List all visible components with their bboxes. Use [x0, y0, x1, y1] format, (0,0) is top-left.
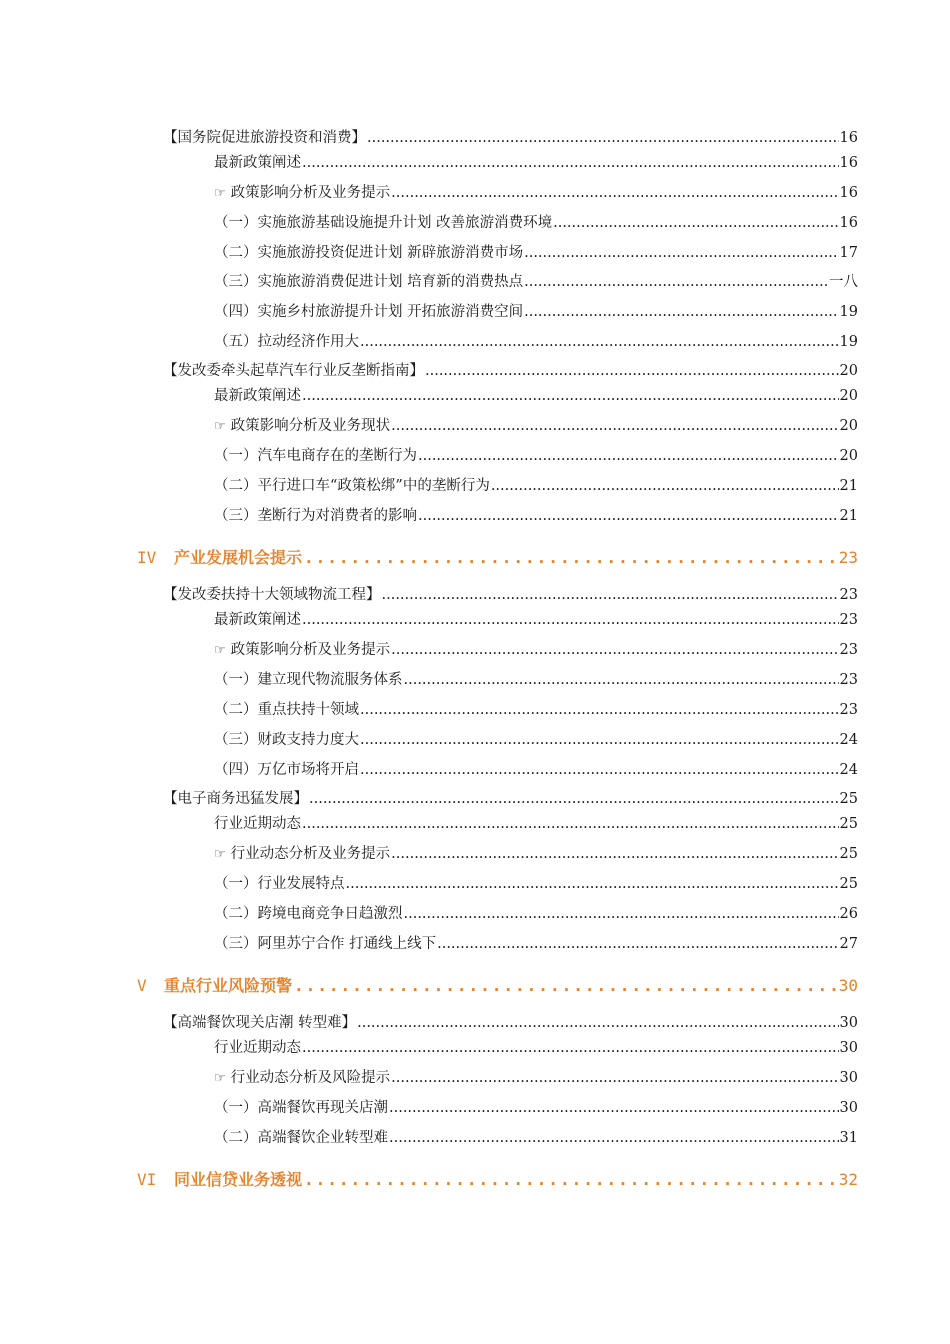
toc-page-number: 25 — [839, 876, 858, 892]
pointing-hand-icon: ☞ — [214, 1071, 226, 1086]
toc-label: 最新政策阐述 — [214, 388, 301, 404]
dot-leader — [304, 546, 837, 570]
toc-label: （二）重点扶持十领域 — [214, 702, 359, 718]
toc-page-number: 23 — [839, 702, 858, 718]
toc-entry-ecommerce[interactable] — [163, 789, 858, 809]
toc-entry-subitem[interactable] — [214, 272, 858, 292]
dot-leader — [391, 183, 838, 203]
toc-entry-subitem[interactable] — [214, 446, 858, 466]
toc-entry-subitem[interactable] — [214, 1098, 858, 1118]
toc-label: （一）建立现代物流服务体系 — [214, 672, 403, 688]
section-heading-vi[interactable] — [137, 1168, 858, 1192]
dot-leader — [524, 272, 828, 292]
toc-entry-auto-antitrust[interactable] — [163, 361, 858, 381]
dot-leader — [391, 1068, 838, 1088]
toc-page-number: 一八 — [829, 274, 858, 290]
dot-leader — [302, 610, 839, 630]
dot-leader — [418, 446, 839, 466]
section-heading-v[interactable] — [137, 974, 858, 998]
toc-entry-subitem[interactable] — [214, 213, 858, 233]
toc-label: 【电子商务迅猛发展】 — [163, 791, 308, 807]
dot-leader — [382, 585, 839, 605]
toc-entry-analysis[interactable] — [214, 1068, 858, 1089]
toc-entry-subitem[interactable] — [214, 243, 858, 263]
toc-page-number: 16 — [839, 185, 858, 201]
toc-label: 行业动态分析及风险提示 — [230, 1070, 391, 1086]
toc-label: （二）实施旅游投资促进计划 新辟旅游消费市场 — [214, 245, 524, 261]
toc-entry-subitem[interactable] — [214, 332, 858, 352]
toc-label: 政策影响分析及业务现状 — [230, 418, 391, 434]
toc-page-number: 16 — [839, 130, 858, 146]
toc-label: 【发改委牵头起草汽车行业反垄断指南】 — [163, 363, 424, 379]
dot-leader — [360, 760, 839, 780]
toc-page-number: 30 — [839, 1040, 858, 1056]
toc-page-number: 24 — [839, 762, 858, 778]
toc-page-number: 25 — [839, 846, 858, 862]
toc-label: 政策影响分析及业务提示 — [230, 185, 391, 201]
dot-leader — [357, 1013, 838, 1033]
toc-label: （二）平行进口车“政策松绑”中的垄断行为 — [214, 478, 490, 494]
section-page-number: 32 — [838, 1170, 858, 1189]
toc-page-number: 25 — [839, 791, 858, 807]
dot-leader — [360, 332, 839, 352]
toc-page-number: 20 — [839, 363, 858, 379]
toc-entry-trend[interactable] — [214, 1038, 858, 1058]
toc-page-number: 19 — [839, 334, 858, 350]
dot-leader — [418, 506, 839, 526]
section-number: IV — [137, 548, 157, 567]
toc-label: 政策影响分析及业务提示 — [230, 642, 391, 658]
toc-entry-subitem[interactable] — [214, 1128, 858, 1148]
dot-leader — [346, 874, 839, 894]
toc-label: （四）万亿市场将开启 — [214, 762, 359, 778]
toc-page-number: 30 — [839, 1100, 858, 1116]
toc-entry-subitem[interactable] — [214, 700, 858, 720]
toc-page-number: 23 — [839, 587, 858, 603]
toc-label: 【高端餐饮现关店潮 转型难】 — [163, 1015, 357, 1031]
toc-page-number: 20 — [839, 418, 858, 434]
dot-leader — [302, 1038, 839, 1058]
section-page-number: 30 — [838, 976, 858, 995]
section-title: 重点行业风险预警 — [164, 976, 293, 995]
pointing-hand-icon: ☞ — [214, 419, 226, 434]
toc-page-number: 20 — [839, 388, 858, 404]
toc-entry-subitem[interactable] — [214, 670, 858, 690]
toc-entry-analysis[interactable] — [214, 183, 858, 204]
dot-leader — [360, 730, 839, 750]
toc-page-number: 30 — [839, 1015, 858, 1031]
toc-page-number: 23 — [839, 672, 858, 688]
dot-leader — [360, 700, 839, 720]
toc-label: 【国务院促进旅游投资和消费】 — [163, 130, 366, 146]
section-title: 同业信贷业务透视 — [174, 1170, 303, 1189]
toc-label: （一）实施旅游基础设施提升计划 改善旅游消费环境 — [214, 215, 553, 231]
pointing-hand-icon: ☞ — [214, 643, 226, 658]
section-page-number: 23 — [838, 548, 858, 567]
toc-entry-subitem[interactable] — [214, 730, 858, 750]
toc-page-number: 20 — [839, 448, 858, 464]
toc-page-number: 23 — [839, 642, 858, 658]
toc-label: （二）高端餐饮企业转型难 — [214, 1130, 388, 1146]
dot-leader — [437, 934, 838, 954]
toc-label: （四）实施乡村旅游提升计划 开拓旅游消费空间 — [214, 304, 524, 320]
dot-leader — [302, 153, 839, 173]
dot-leader — [304, 1168, 837, 1192]
toc-label: 行业动态分析及业务提示 — [230, 846, 391, 862]
toc-entry-tourism[interactable] — [163, 128, 858, 148]
toc-page-number: 19 — [839, 304, 858, 320]
dot-leader — [389, 1098, 839, 1118]
dot-leader — [309, 789, 839, 809]
dot-leader — [553, 213, 838, 233]
toc-entry-subitem[interactable] — [214, 506, 858, 526]
toc-page-number: 23 — [839, 612, 858, 628]
dot-leader — [404, 904, 839, 924]
toc-page-number: 16 — [839, 155, 858, 171]
dot-leader — [294, 974, 837, 998]
toc-label: （三）阿里苏宁合作 打通线上线下 — [214, 936, 437, 952]
toc-page-number: 17 — [839, 245, 858, 261]
toc-page-number: 26 — [839, 906, 858, 922]
toc-entry-dining[interactable] — [163, 1013, 858, 1033]
dot-leader — [391, 640, 838, 660]
toc-label: （一）汽车电商存在的垄断行为 — [214, 448, 417, 464]
toc-label: 【发改委扶持十大领域物流工程】 — [163, 587, 381, 603]
toc-label: （五）拉动经济作用大 — [214, 334, 359, 350]
toc-entry-logistics[interactable] — [163, 585, 858, 605]
toc-entry-policy[interactable] — [214, 610, 858, 630]
toc-label: （二）跨境电商竞争日趋激烈 — [214, 906, 403, 922]
dot-leader — [302, 386, 839, 406]
dot-leader — [404, 670, 839, 690]
toc-page-number: 31 — [839, 1130, 858, 1146]
toc-page-number: 21 — [839, 508, 858, 524]
toc-entry-subitem[interactable] — [214, 904, 858, 924]
toc-page-number: 30 — [839, 1070, 858, 1086]
pointing-hand-icon: ☞ — [214, 186, 226, 201]
toc-label: （一）行业发展特点 — [214, 876, 345, 892]
section-number: V — [137, 976, 147, 995]
toc-entry-subitem[interactable] — [214, 934, 858, 954]
toc-label: （一）高端餐饮再现关店潮 — [214, 1100, 388, 1116]
toc-label: （三）财政支持力度大 — [214, 732, 359, 748]
toc-entry-analysis[interactable] — [214, 640, 858, 661]
toc-label: 行业近期动态 — [214, 1040, 301, 1056]
section-number: VI — [137, 1170, 157, 1189]
dot-leader — [302, 814, 839, 834]
toc-entry-policy[interactable] — [214, 386, 858, 406]
toc-label: 行业近期动态 — [214, 816, 301, 832]
pointing-hand-icon: ☞ — [214, 847, 226, 862]
toc-entry-subitem[interactable] — [214, 760, 858, 780]
toc-page-number: 25 — [839, 816, 858, 832]
toc-entry-subitem[interactable] — [214, 302, 858, 322]
section-heading-iv[interactable] — [137, 546, 858, 570]
dot-leader — [391, 844, 838, 864]
toc-label: （三）实施旅游消费促进计划 培育新的消费热点 — [214, 274, 524, 290]
dot-leader — [425, 361, 839, 381]
toc-entry-subitem[interactable] — [214, 476, 858, 496]
toc-page-number: 27 — [839, 936, 858, 952]
dot-leader — [524, 243, 838, 263]
section-title: 产业发展机会提示 — [174, 548, 303, 567]
dot-leader — [491, 476, 839, 496]
dot-leader — [367, 128, 839, 148]
toc-label: 最新政策阐述 — [214, 155, 301, 171]
dot-leader — [524, 302, 838, 322]
toc-label: （三）垄断行为对消费者的影响 — [214, 508, 417, 524]
toc-entry-policy[interactable] — [214, 153, 858, 173]
toc-entry-analysis[interactable] — [214, 416, 858, 437]
dot-leader — [391, 416, 838, 436]
toc-page-number: 21 — [839, 478, 858, 494]
dot-leader — [389, 1128, 839, 1148]
toc-entry-trend[interactable] — [214, 814, 858, 834]
toc-label: 最新政策阐述 — [214, 612, 301, 628]
toc-page-number: 24 — [839, 732, 858, 748]
toc-entry-analysis[interactable] — [214, 844, 858, 865]
toc-entry-subitem[interactable] — [214, 874, 858, 894]
toc-page-number: 16 — [839, 215, 858, 231]
